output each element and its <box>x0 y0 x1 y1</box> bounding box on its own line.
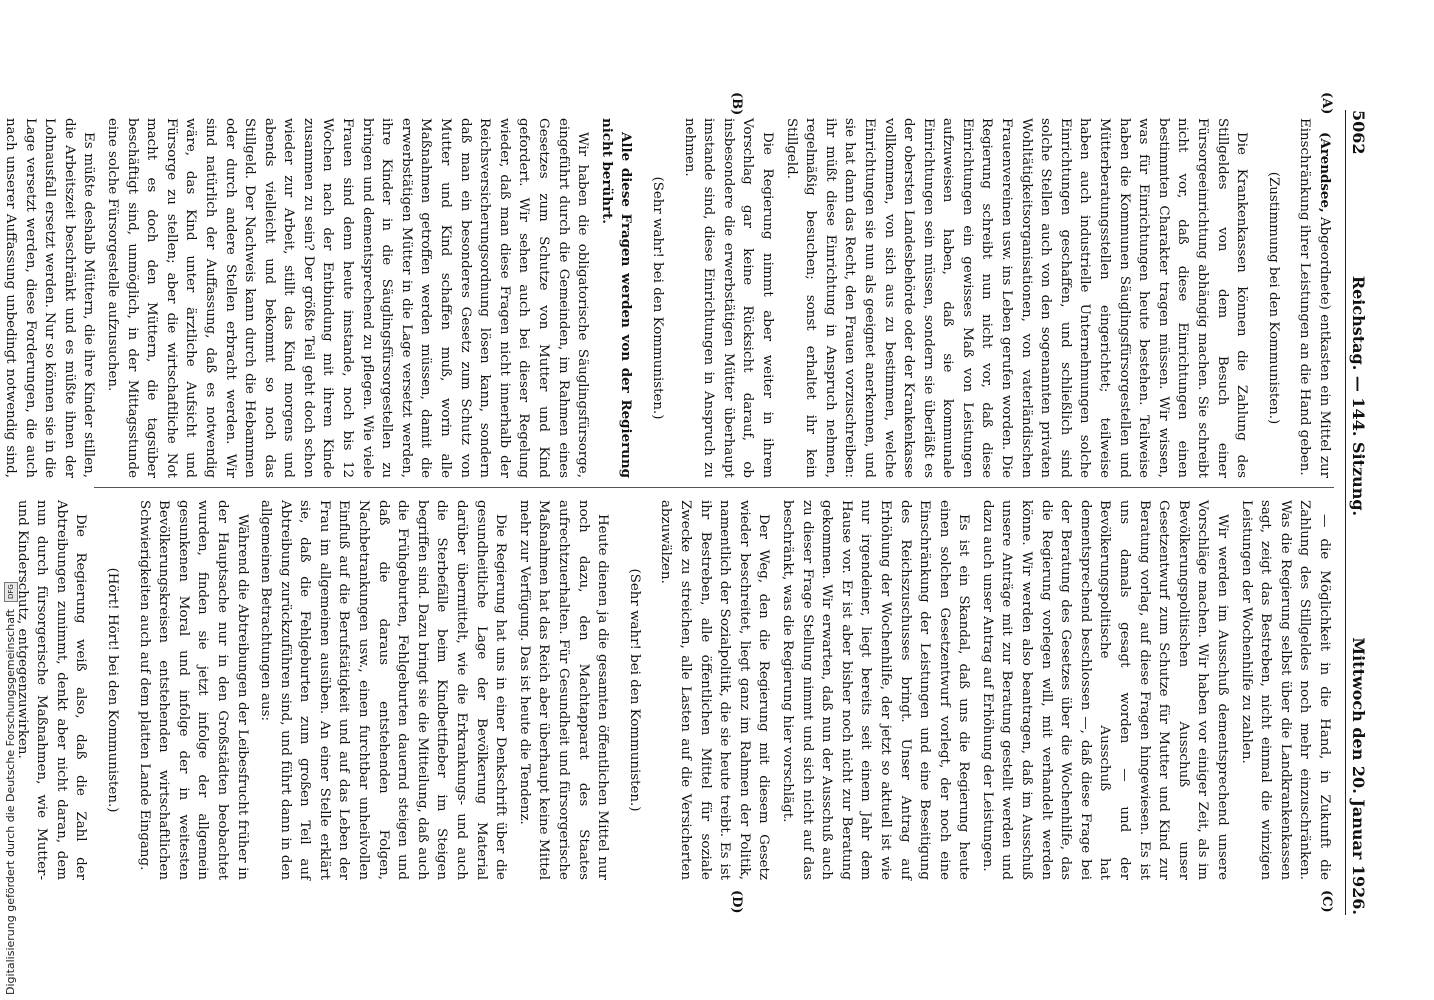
margin-marker-b: (B) <box>729 92 744 116</box>
speaker-name: (Arendsee, <box>1317 132 1333 213</box>
margin-marker-d: (D) <box>729 890 744 914</box>
session-date: Mittwoch den 20. Januar 1926. <box>1349 637 1369 915</box>
interjection: (Hört! Hört! bei den Kommunisten.) <box>104 567 120 813</box>
paragraph <box>0 118 98 478</box>
paragraph <box>679 118 777 478</box>
paragraph-text: Wir haben die obligatorische Säuglingsfürsorge, eingeführt durch die Gemeinden, im Rahmen eines Gesetzes zum Schutze von Mutter und Kind gefordert. Wir sehen auch bei dieser Regelung wieder, daß man diese Fragen nicht innerhalb der Reichsversicherungsordnung lösen kann, sondern daß man ein besonderes Gesetz zum Schutz von Mutter und Kind schaffen muß, worin alle Maßnahmen getroffen werden müssen, damit die erwerbstätigen Mütter in die Lage versetzt werden, ihre Kinder in die Säuglingsfürsorgestellen zu bringen und dementsprechend zu pflegen. Wie viele Frauen sind denn heute imstande, noch bis 12 Wochen nach der Entbindung mit ihrem Kinde zusammen zu sein? Der größte Teil geht doch schon wieder zur Arbeit, stillt das Kind morgens und abends vielleicht und bekommt so noch das Stillgeld. Der Nachweis kann durch die Hebammen oder durch andere Stellen erbracht werden. Wir sind natürlich der Auffassung, daß es notwendig wäre, das Kind unter ärztliche Aufsicht und Fürsorge zu stellen; aber die wirtschaftliche Not macht es doch den Müttern, die tagsüber beschäftigt sind, unmöglich, in der Mittagsstunde eine solche Fürsorgestelle aufzusuchen. <box>104 118 591 478</box>
page-number: 5062 <box>1349 110 1369 155</box>
paragraph-text: Es müßte deshalb Müttern, die ihre Kinder stillen, die Arbeitszeit beschränkt und es müßte ihnen der Lohnausfall ersetzt werden. Nur so können sie in die Lage versetzt werden, diese Forderungen, die auch nach unserer Auffassung unbedingt notwendig sind, <box>3 118 97 478</box>
paragraph-text: Die Regierung weiß also, daß die Zahl der Abtreibungen zunimmt, denkt aber nicht daran, dem nun durch fürsorgerische Maßnahmen, wie Mutter- und Kinderschutz, entgegenzuwirken. <box>14 500 89 880</box>
page-header <box>1344 110 1374 915</box>
paragraph-text: entkasten ein Mittel zur Einschränkung ihrer Leistungen an die Hand geben. <box>1297 118 1332 478</box>
paragraph <box>777 500 973 880</box>
column-divider <box>94 487 1334 488</box>
session-title: Reichstag. — 144. Sitzung. <box>1349 275 1369 517</box>
paragraph-text: Wir werden im Ausschuß dementsprechend unsere Vorschläge machen. Wir haben vor einiger Zeit, als im Bevölkerungspolitischen Ausschuß unser Gesetzentwurf zum Schutze für Mutter und Kind zur Beratung vorlag, auf diese Fragen hingewiesen. Es ist uns damals gesagt worden — und der Bevölkerungspolitische Ausschuß hat dementsprechend beschlossen —, daß diese Frage bei der Beratung des Gesetzes über die Wochenhilfe, das die Regierung vorlegen will, mit verhandelt werden könne. Wir werden also beantragen, daß im Ausschuß unsere Anträge mit zur Beratung gestellt werden und dazu auch unser Antrag auf Erhöhung der Leistungen. <box>979 500 1231 880</box>
paragraph-text: Die Krankenkassen können die Zahlung des Stillgeldes von dem Besuch einer Fürsorgeeinrichtung abhängig machen. Sie schreibt nicht vor, daß diese Einrichtungen einen bestimmten Charakter tragen müssen. Wir wissen, was für Einrichtungen heute bestehen. Teilweise haben die Kommunen Säuglingsfürsorgestellen und Mütterberatungsstellen eingerichtet; teilweise haben auch industrielle Unternehmungen solche Einrichtungen geschaffen, und schließlich sind solche Stellen auch von den sogenannten privaten Wohltätigkeitsorganisationen, von vaterländischen Frauenvereinen usw. ins Leben gerufen worden. Die Regierung schreibt nun nicht vor, daß diese Einrichtungen ein gewisses Maß von Leistungen aufzuweisen haben, daß sie kommunale Einrichtungen sein müssen, sondern sie überläßt es der obersten Landesbehörde oder der Krankenkasse vollkommen, von sich aus zu bestimmen, welche Einrichtungen sie nun als geeignet anerkennen, und sie hat dann das Recht, den Frauen vorzuschreiben: ihr müßt diese Einrichtung in Anspruch nehmen, regelmäßig besuchen; sonst erhaltet ihr kein Stillgeld. <box>783 118 1250 478</box>
margin-marker-a: (A) <box>1319 92 1334 115</box>
bold-statement: Alle diese Fragen werden von der Regierung nicht berührt. <box>598 118 635 478</box>
paragraph-text: Während die Abtreibungen der Leibesfrucht früher in der Hauptsache nur in den Großstädten beobachtet wurden, finden sie jetzt infolge der allgemein gesunkenen Moral und infolge der in weitesten Bevölkerungskreisen entstehenden wirtschaftlichen Schwierigkeiten auch auf dem platten Lande Eingang. <box>136 500 250 880</box>
paragraph <box>256 500 511 880</box>
speaker-role: Abgeordnete) <box>1317 217 1332 310</box>
paragraph <box>1295 118 1334 478</box>
paragraph <box>596 118 635 478</box>
paragraph <box>781 118 1251 478</box>
interjection: (Sehr wahr! bei den Kommunisten.) <box>650 176 665 420</box>
paragraph <box>977 500 1232 880</box>
right-column <box>14 500 1334 880</box>
paragraph <box>12 500 90 880</box>
paragraph-text: Die Regierung nimmt aber weiter in ihrem Vorschlag gar keine Rücksicht darauf, ob insbesondere die erwerbstätigen Mütter überhaupt imstande sind, diese Einrichtungen in Anspruch zu nehmen. <box>681 118 775 478</box>
interjection: (Sehr wahr! bei den Kommunisten.) <box>626 568 642 812</box>
interjection: (Zustimmung bei den Kommunisten.) <box>1265 171 1281 425</box>
header-rule <box>1345 110 1346 915</box>
paragraph-text: — die Möglichkeit in die Hand, in Zukunft die Zahlung des Stillgeldes noch mehr einzuschränken. Was die Regierung selbst über die Landkrankenkassen sagt, zeigt das Bestreben, nicht einmal die winzigen Leistungen der Wochenhilfe zu zahlen. <box>1238 500 1332 880</box>
paragraph <box>656 500 774 880</box>
paragraph <box>1236 500 1334 880</box>
margin-marker-c: (C) <box>1319 890 1334 913</box>
paragraph <box>514 500 612 880</box>
paragraph-text: Die Regierung hat uns in einer Denkschrift über die gesundheitliche Lage der Bevölkerung Material darüber übermittelt, wie die Erkrankungs- und auch die Sterbefälle beim Kindbettfieber im Steigen begriffen sind. Dazu bringt sie die Mitteilung, daß auch die Frühgeburten, Fehlgeburten dauernd steigen und daß die daraus entstehenden Folgen, Nachbetrankungen usw., einen furchtbar unheilvollen Einfluß auf die Berufstätigkeit und auf das Leben der Frau im allgemeinen ausüben. An einer Stelle erklärt sie, daß die Fehlgeburten zum großen Teil auf Abtreibung zurückzuführen sind, und führt dann in den allgemeinen Betrachtungen aus: <box>258 500 509 880</box>
left-column <box>3 118 1334 478</box>
dfg-logo-icon: DFG <box>4 582 18 602</box>
paragraph <box>102 118 592 478</box>
paragraph-text: Heute dienen ja die gesamten öffentlichen Mittel nur noch dazu, den Machtapparat des Staates aufrechtzuerhalten. Für Gesundheit und fürsorgerische Maßnahmen hat das Reich aber überhaupt keine Mittel mehr zur Verfügung. Das ist heute die Tendenz. <box>516 500 611 880</box>
paragraph <box>134 500 252 880</box>
paragraph-text: Der Weg, den die Regierung mit diesem Gesetz wieder beschreitet, liegt ganz im Rahmen der Politik, namentlich der Sozialpolitik, die sie heute treibt. Es ist ihr Bestreben, alle öffentlichen Mittel für soziale Zwecke zu streichen, alle Lasten auf die Versicherten abzuwälzen. <box>658 500 772 880</box>
credit-text: Digitalisierung gefördert durch die Deutsche Forschungsgemeinschaft <box>4 609 17 995</box>
paragraph-text: Es ist ein Skandal, daß uns die Regierung heute einen solchen Gesetzentwurf vorlegt, der noch eine Einschränkung der Leistungen und eine Beseitigung des Reichszuschusses bringt. Unser Antrag auf Erhöhung der Wochenhilfe, der jetzt so aktuell ist wie nur irgendeiner, liegt bereits seit einem Jahr dem Hause vor. Er ist aber bisher noch nicht zur Beratung gekommen. Wir erwarten, daß nun der Ausschuß auch zu dieser Frage Stellung nimmt und sich nicht auf das beschränkt, was die Regierung hier vorschlägt. <box>779 500 972 880</box>
